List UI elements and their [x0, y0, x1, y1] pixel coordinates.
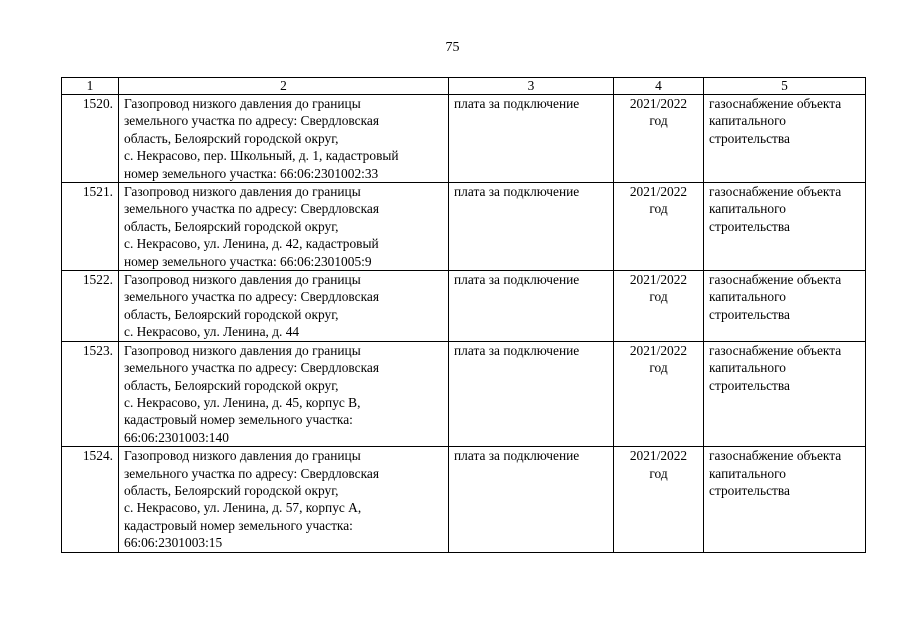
- purpose-line: строительства: [709, 377, 790, 393]
- object-description-line: 66:06:2301003:15: [124, 535, 223, 551]
- purpose-line: газоснабжение объекта: [709, 184, 842, 200]
- purpose-line: капитального: [709, 113, 786, 129]
- row-number: 1521.: [62, 183, 119, 271]
- object-description-line: земельного участка по адресу: Свердловская: [124, 113, 379, 129]
- purpose-line: строительства: [709, 130, 790, 146]
- object-description: [119, 271, 449, 342]
- object-description-line: область, Белоярский городской округ,: [124, 306, 339, 322]
- object-description: [119, 447, 449, 552]
- column-header-1: 1: [62, 78, 119, 95]
- object-description-line: Газопровод низкого давления до границы: [124, 448, 361, 464]
- funding-source: плата за подключение: [449, 95, 614, 183]
- column-header-3: 3: [449, 78, 614, 95]
- object-description-line: номер земельного участка: 66:06:2301002:33: [124, 165, 379, 181]
- implementation-period: [614, 183, 704, 271]
- object-description-line: номер земельного участка: 66:06:2301005:9: [124, 253, 372, 269]
- object-description-line: земельного участка по адресу: Свердловская: [124, 465, 379, 481]
- object-description-line: земельного участка по адресу: Свердловская: [124, 201, 379, 217]
- object-description: [119, 95, 449, 183]
- purpose-line: капитального: [709, 289, 786, 305]
- object-description-line: Газопровод низкого давления до границы: [124, 342, 361, 358]
- object-description-line: область, Белоярский городской округ,: [124, 218, 339, 234]
- object-description: [119, 341, 449, 446]
- purpose-line: газоснабжение объекта: [709, 96, 842, 111]
- implementation-period-line: 2021/2022: [629, 342, 688, 358]
- row-number: 1522.: [62, 271, 119, 342]
- column-header-4: 4: [614, 78, 704, 95]
- implementation-period-line: год: [649, 289, 668, 305]
- funding-source: плата за подключение: [449, 183, 614, 271]
- table-row: [62, 95, 866, 183]
- purpose-line: газоснабжение объекта: [709, 272, 842, 288]
- object-description-line: с. Некрасово, ул. Ленина, д. 44: [124, 324, 300, 340]
- header-row: [62, 78, 866, 95]
- object-description-line: область, Белоярский городской округ,: [124, 377, 339, 393]
- object-description-line: с. Некрасово, ул. Ленина, д. 45, корпус В,: [124, 394, 361, 410]
- table-row: [62, 271, 866, 342]
- page-number: 75: [445, 40, 460, 55]
- object-description-line: 66:06:2301003:140: [124, 429, 229, 445]
- object-description-line: земельного участка по адресу: Свердловская: [124, 289, 379, 305]
- row-number: 1523.: [62, 341, 119, 446]
- object-description-line: Газопровод низкого давления до границы: [124, 272, 361, 288]
- implementation-period-line: год: [649, 201, 668, 217]
- object-description-line: с. Некрасово, ул. Ленина, д. 42, кадастровый: [124, 236, 379, 252]
- purpose-line: газоснабжение объекта: [709, 448, 842, 464]
- purpose-line: строительства: [709, 218, 790, 234]
- object-description-line: с. Некрасово, пер. Школьный, д. 1, кадастровый: [124, 148, 399, 164]
- object-description-line: с. Некрасово, ул. Ленина, д. 57, корпус А,: [124, 500, 362, 516]
- purpose: [704, 95, 866, 183]
- purpose: [704, 447, 866, 552]
- investment-program-table: [61, 77, 866, 553]
- object-description-line: Газопровод низкого давления до границы: [124, 184, 361, 200]
- implementation-period: [614, 271, 704, 342]
- implementation-period-line: год: [649, 113, 668, 129]
- purpose-line: капитального: [709, 465, 786, 481]
- purpose-line: капитального: [709, 201, 786, 217]
- object-description-line: область, Белоярский городской округ,: [124, 130, 339, 146]
- row-number: 1520.: [62, 95, 119, 183]
- object-description-line: кадастровый номер земельного участка:: [124, 517, 353, 533]
- implementation-period: [614, 95, 704, 183]
- funding-source: плата за подключение: [449, 447, 614, 552]
- row-number: 1524.: [62, 447, 119, 552]
- purpose: [704, 271, 866, 342]
- purpose-line: газоснабжение объекта: [709, 342, 842, 358]
- column-header-5: 5: [704, 78, 866, 95]
- table-row: [62, 183, 866, 271]
- funding-source: плата за подключение: [449, 271, 614, 342]
- object-description-line: область, Белоярский городской округ,: [124, 482, 339, 498]
- purpose-line: строительства: [709, 306, 790, 322]
- object-description-line: кадастровый номер земельного участка:: [124, 412, 353, 428]
- object-description-line: Газопровод низкого давления до границы: [124, 96, 361, 111]
- table-row: [62, 341, 866, 446]
- implementation-period-line: 2021/2022: [629, 272, 688, 288]
- implementation-period-line: 2021/2022: [629, 96, 688, 111]
- object-description-line: земельного участка по адресу: Свердловская: [124, 360, 379, 376]
- column-header-2: 2: [119, 78, 449, 95]
- implementation-period: [614, 447, 704, 552]
- implementation-period-line: год: [649, 360, 668, 376]
- object-description: [119, 183, 449, 271]
- implementation-period: [614, 341, 704, 446]
- purpose: [704, 183, 866, 271]
- table-body: [62, 95, 866, 553]
- purpose: [704, 341, 866, 446]
- table-header: [62, 78, 866, 95]
- implementation-period-line: 2021/2022: [629, 448, 688, 464]
- purpose-line: строительства: [709, 482, 790, 498]
- implementation-period-line: год: [649, 465, 668, 481]
- table-row: [62, 447, 866, 552]
- implementation-period-line: 2021/2022: [629, 184, 688, 200]
- purpose-line: капитального: [709, 360, 786, 376]
- funding-source: плата за подключение: [449, 341, 614, 446]
